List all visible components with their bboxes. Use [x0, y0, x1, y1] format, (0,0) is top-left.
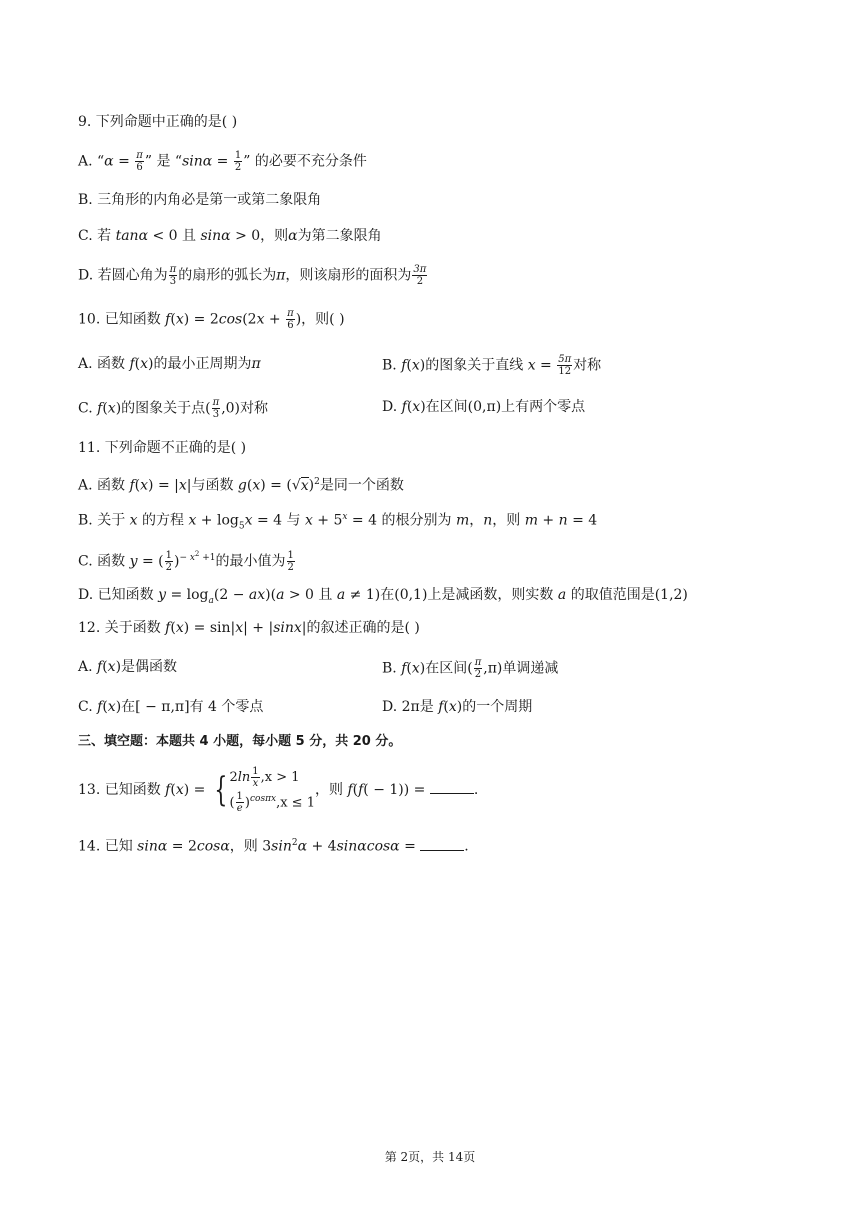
section-heading: 三、填空题：本题共 4 小题，每小题 5 分，共 20 分。 — [78, 734, 402, 749]
q10-stem: 10. 已知函数 f(x) = 2cos(2x + $\frac{\pi}{6}$ )，则( ) — [78, 308, 345, 331]
q9-option-a: A. “α = $\frac{\pi}{6}$ ” 是 “sinα = $\frac{1}{2}$ ” 的必要不充分条件 — [78, 150, 367, 173]
q10-option-d: D. f(x)在区间(0,π)上有两个零点 — [382, 399, 586, 415]
q9-stem: 9. 下列命题中正确的是( ) — [78, 114, 238, 130]
q11-option-c: C. 函数 y = ( $\frac{1}{2}$ )$^{- x^2 +1}$的最小值为 $\frac{1}{2}$ — [78, 550, 294, 574]
q13-stem: 13. 已知函数 f(x) = { 2ln $\frac{1}{x}$ ,x > 1 ( $\frac{1}{e}$ )$^{cos\pi x}$,x ≤ 1 ，则 f(f( − 1)) = . — [78, 766, 479, 815]
q12-option-d: D. 2π是 f(x)的一个周期 — [382, 699, 533, 715]
q9-option-b: B. 三角形的内角必是第一或第二象限角 — [78, 192, 322, 208]
q12-stem: 12. 关于函数 f(x) = sin|x| + |sinx|的叙述正确的是( ) — [78, 620, 420, 636]
q10-option-a: A. 函数 f(x)的最小正周期为π — [78, 356, 261, 372]
q10-option-b: B. f(x)的图象关于直线 x = $\frac{5\pi}{12}$ 对称 — [382, 354, 602, 377]
answer-blank[interactable] — [430, 781, 474, 794]
q12-option-b: B. f(x)在区间( $\frac{\pi}{2}$ ,π)单调递减 — [382, 657, 559, 680]
q9-option-c: C. 若 tanα < 0 且 sinα > 0，则α为第二象限角 — [78, 228, 382, 244]
q14-stem: 14. 已知 sinα = 2cosα，则 $3\sin^2\alpha + 4\sin\alpha\cos\alpha$ = . — [78, 838, 469, 855]
q10-option-c: C. f(x)的图象关于点( $\frac{\pi}{3}$ ,0)对称 — [78, 397, 269, 420]
q11-stem: 11. 下列命题不正确的是( ) — [78, 440, 247, 456]
q11-option-a: A. 函数 f(x) = |x|与函数 $g(x) = (√x)^2$是同一个函数 — [78, 477, 404, 494]
q9-option-d: D. 若圆心角为 $\frac{\pi}{3}$ 的扇形的弧长为π，则该扇形的面积为 $\frac{3\pi}{2}$ — [78, 264, 427, 287]
q12-option-c: C. f(x)在[ − π,π]有 4 个零点 — [78, 699, 264, 715]
q11-option-b: B. 关于 x 的方程 $x + \log_5x = 4$ 与 $x + 5^x = 4$ 的根分别为 m，n，则 m + n = 4 — [78, 512, 598, 532]
page-footer: 第 2页，共 14页 — [384, 1150, 476, 1164]
answer-blank[interactable] — [420, 838, 464, 851]
q11-option-d: D. 已知函数 $y = \log_a(2 - ax)(a > 0$ 且 a ≠ 1)在(0,1)上是减函数，则实数 a 的取值范围是(1,2) — [78, 587, 688, 606]
q12-option-a: A. f(x)是偶函数 — [78, 659, 178, 675]
